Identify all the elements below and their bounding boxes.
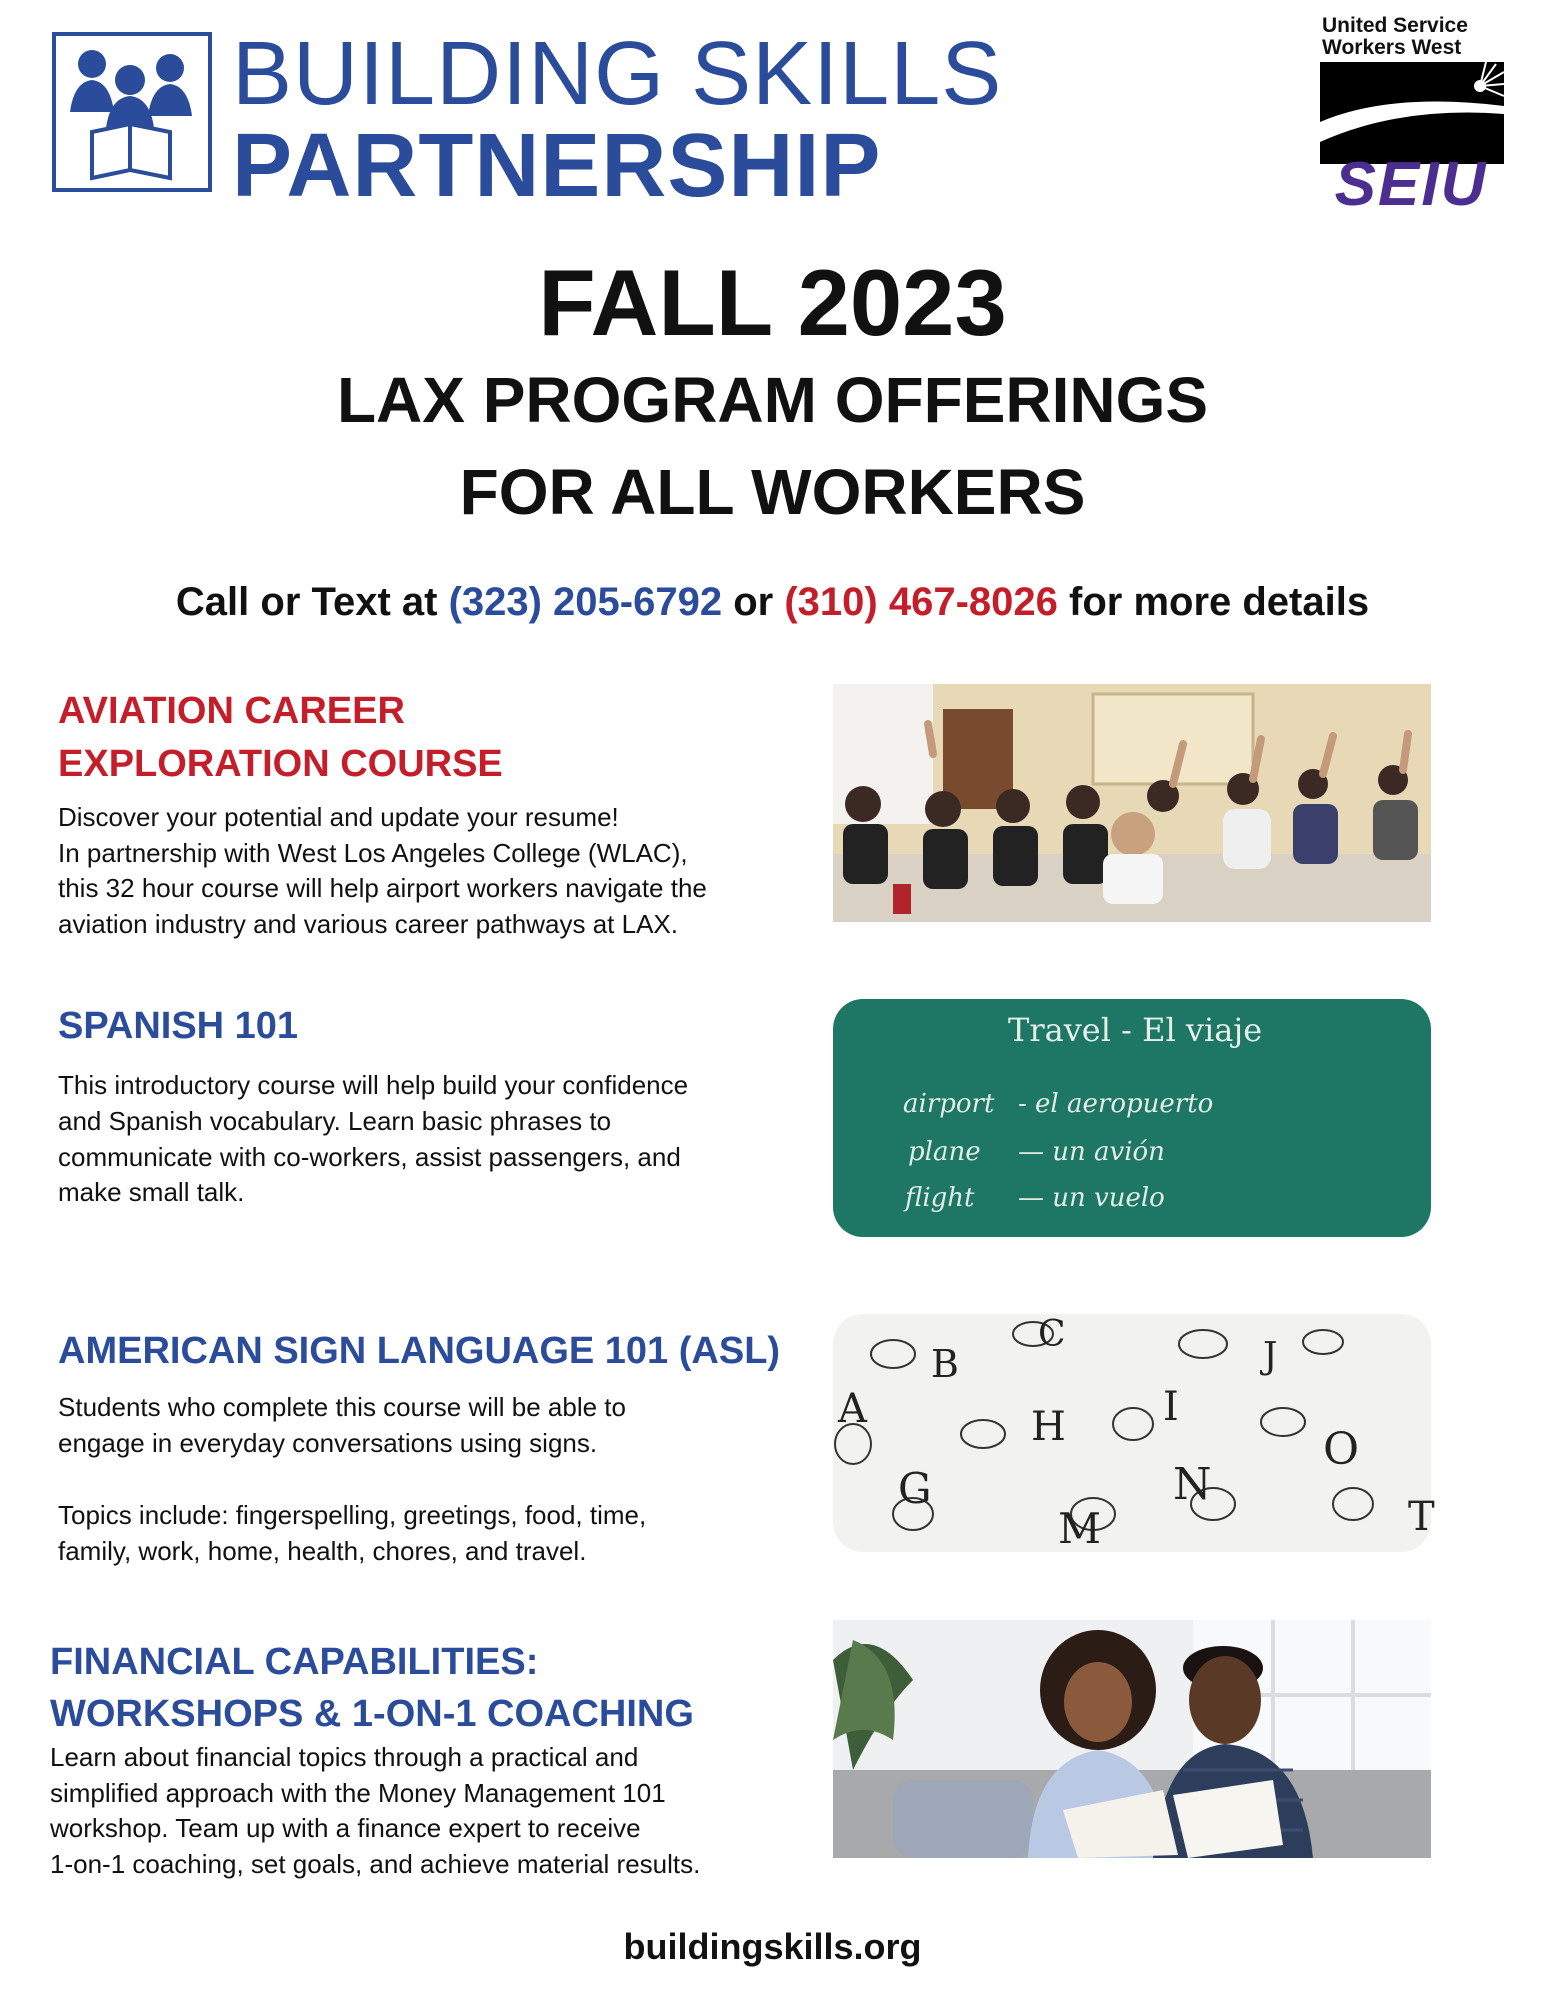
chalkboard-en-1: airport xyxy=(903,1089,995,1119)
asl-letter-t: T xyxy=(1408,1494,1435,1540)
chalkboard-en-3: flight xyxy=(905,1183,975,1213)
chalkboard-es-3: — un vuelo xyxy=(1018,1183,1165,1213)
asl-title: AMERICAN SIGN LANGUAGE 101 (ASL) xyxy=(58,1330,781,1372)
union-name-line2: Workers West xyxy=(1322,36,1462,59)
people-reading-logo-icon xyxy=(52,32,212,192)
chalkboard-heading: Travel - El viaje xyxy=(1008,1011,1263,1049)
chalkboard-photo xyxy=(833,999,1431,1237)
aviation-body-line4: aviation industry and various career pathways at LAX. xyxy=(58,909,679,939)
chalkboard-es-2: — un avión xyxy=(1018,1137,1165,1167)
aviation-body-line3: this 32 hour course will help airport workers navigate the xyxy=(58,873,707,903)
chalkboard-es-1: - el aeropuerto xyxy=(1018,1089,1214,1119)
aviation-title-line1: AVIATION CAREER xyxy=(58,690,405,732)
spanish-body-line1: This introductory course will help build your confidence xyxy=(58,1070,689,1100)
asl-body-line1: Students who complete this course will be able to xyxy=(58,1392,626,1422)
asl-body-line2: engage in everyday conversations using signs. xyxy=(58,1428,598,1458)
phone-number-1[interactable]: (323) 205-6792 xyxy=(448,580,723,624)
asl-letter-h: H xyxy=(1031,1404,1066,1450)
asl-letter-c: C xyxy=(1038,1314,1066,1355)
brand-name-line2: PARTNERSHIP xyxy=(232,116,882,216)
financial-title-line1: FINANCIAL CAPABILITIES: xyxy=(50,1641,539,1683)
asl-letter-a: A xyxy=(838,1386,867,1432)
financial-title-line2: WORKSHOPS & 1-ON-1 COACHING xyxy=(50,1693,694,1735)
spanish-body-line2: and Spanish vocabulary. Learn basic phrases to xyxy=(58,1106,612,1136)
classroom-illustration xyxy=(833,684,1431,922)
asl-alphabet-photo xyxy=(833,1314,1435,1553)
financial-body-line2: simplified approach with the Money Management 101 xyxy=(50,1778,666,1808)
financial-body-line3: workshop. Team up with a finance expert to receive xyxy=(50,1813,641,1843)
contact-suffix: for more details xyxy=(1057,580,1370,624)
classroom-photo xyxy=(833,684,1431,922)
asl-letter-o: O xyxy=(1323,1424,1360,1475)
asl-letter-b: B xyxy=(931,1342,959,1386)
contact-line xyxy=(0,572,1545,632)
website-footer[interactable]: buildingskills.org xyxy=(623,1926,922,1967)
spanish-body-line3: communicate with co-workers, assist passengers, and xyxy=(58,1142,681,1172)
page-title: FALL 2023 xyxy=(538,250,1007,355)
subtitle-line2: FOR ALL WORKERS xyxy=(459,456,1086,528)
union-name-line1: United Service xyxy=(1322,14,1468,37)
asl-letter-n: N xyxy=(1173,1459,1212,1510)
starburst-swoosh-icon xyxy=(1320,62,1504,164)
brand-name-line1: BUILDING SKILLS xyxy=(232,24,1003,124)
phone-number-2[interactable]: (310) 467-8026 xyxy=(784,580,1058,624)
spanish-body-line4: make small talk. xyxy=(58,1177,245,1207)
aviation-body-line2: In partnership with West Los Angeles College (WLAC), xyxy=(58,838,688,868)
building-skills-partnership-logo xyxy=(52,24,1003,216)
seiu-usww-logo xyxy=(1316,14,1506,219)
subtitle-line1: LAX PROGRAM OFFERINGS xyxy=(336,364,1209,436)
aviation-body-line1: Discover your potential and update your resume! xyxy=(58,802,619,832)
asl-letter-m: M xyxy=(1058,1504,1102,1553)
spanish-title: SPANISH 101 xyxy=(58,1005,299,1047)
chalkboard-en-2: plane xyxy=(908,1137,981,1167)
asl-body-line4: Topics include: fingerspelling, greetings, food, time, xyxy=(58,1500,647,1530)
financial-body-line4: 1-on-1 coaching, set goals, and achieve material results. xyxy=(50,1849,701,1879)
asl-letter-i: I xyxy=(1163,1384,1179,1430)
asl-body-line5: family, work, home, health, chores, and travel. xyxy=(58,1536,587,1566)
seiu-wordmark: SEIU xyxy=(1334,150,1488,219)
couple-illustration xyxy=(833,1620,1431,1858)
aviation-title-line2: EXPLORATION COURSE xyxy=(58,743,503,785)
asl-letter-g: G xyxy=(898,1464,932,1513)
asl-letter-j: J xyxy=(1263,1336,1278,1377)
contact-prefix: Call or Text at xyxy=(175,580,449,624)
financial-body-line1: Learn about financial topics through a practical and xyxy=(50,1742,639,1772)
contact-middle: or xyxy=(722,580,785,624)
couple-reviewing-finances-photo xyxy=(833,1620,1431,1858)
